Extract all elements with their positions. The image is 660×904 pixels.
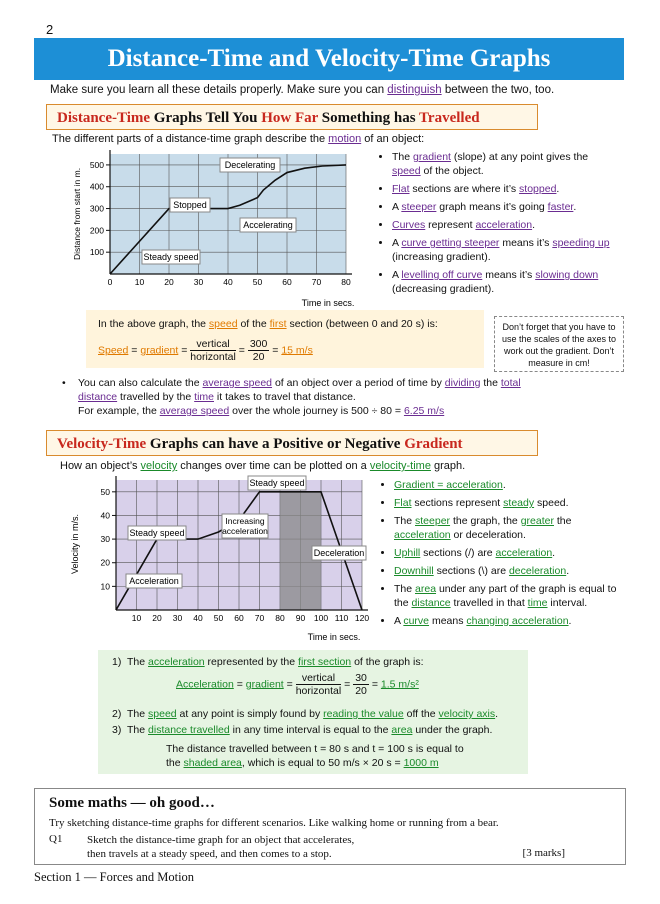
vt-xtick-label: 10 <box>131 613 142 623</box>
question-number: Q1 <box>49 833 63 845</box>
velocity-time-bullets <box>380 478 630 632</box>
acceleration-box <box>98 650 528 774</box>
page-title: Distance-Time and Velocity-Time Graphs <box>34 38 624 80</box>
maths-title: Some maths — oh good… <box>49 795 215 811</box>
svg-text:Steady speed: Steady speed <box>143 252 199 262</box>
list-item: • A steeper graph means it’s going faster. <box>392 200 618 214</box>
vt-xlabel: Time in secs. <box>307 632 361 642</box>
dt-label-decelerating <box>220 158 280 172</box>
vt-xtick-label: 80 <box>275 613 285 623</box>
accel-point-3: 3) The distance travelled in any time interval is equal to the area under the graph. <box>112 724 493 736</box>
list-item: • The gradient (slope) at any point gives the speed of the object. <box>392 150 618 178</box>
vt-xtick-label: 40 <box>193 613 203 623</box>
list-item: • Uphill sections (/) are acceleration. <box>394 546 630 560</box>
dt-ytick-label: 200 <box>89 225 104 236</box>
speed-intro: In the above graph, the speed of the first section (between 0 and 20 s) is: <box>98 318 438 330</box>
vt-ytick-label: 10 <box>100 581 110 592</box>
vt-xtick-label: 20 <box>152 613 162 623</box>
dt-xlabel: Time in secs. <box>301 298 355 308</box>
dt-xtick-label: 70 <box>311 277 322 287</box>
dt-xtick-label: 80 <box>341 277 351 287</box>
accel-shaded-explanation: The distance travelled between t = 80 s and t = 100 s is equal to the shaded area, which is equal to 50 m/s × 20 s = 1000 m <box>166 743 464 769</box>
vt-xtick-label: 50 <box>213 613 224 623</box>
dt-xtick-label: 40 <box>223 277 233 287</box>
list-item: • A levelling off curve means it’s slowing down (decreasing gradient). <box>392 268 618 296</box>
dt-label-stopped <box>170 198 210 212</box>
dt-xtick-label: 30 <box>193 277 204 287</box>
intro-text: Make sure you learn all these details properly. Make sure you can distinguish between the two, too. <box>50 84 555 96</box>
list-item: • Downhill sections (\) are deceleration. <box>394 564 630 578</box>
average-speed-text: • You can also calculate the average speed of an object over a period of time by dividing the total distance travelled by the time it takes to travel that distance. For example, the average speed over the whole journey is 500 ÷ 80 = 6.25 m/s <box>62 377 521 417</box>
maths-line: Try sketching distance-time graphs for different scenarios. Like walking home or running from a bear. <box>49 817 499 829</box>
distance-time-description: The different parts of a distance-time graph describe the motion of an object: <box>52 133 425 145</box>
dt-label-steady <box>142 250 200 264</box>
svg-text:Decelerating: Decelerating <box>224 160 276 170</box>
dt-xtick-label: 60 <box>282 277 292 287</box>
dt-ytick-label: 400 <box>89 181 104 192</box>
vt-label-steady-top <box>248 476 306 490</box>
list-item: • Flat sections are where it’s stopped. <box>392 182 618 196</box>
vt-xtick-label: 120 <box>354 613 370 623</box>
svg-text:Deceleration: Deceleration <box>313 548 365 558</box>
accel-point-2: 2) The speed at any point is simply found by reading the value off the velocity axis. <box>112 708 499 720</box>
speed-equation: Speed = gradient = $\frac{\text{vertical}}{\text{horizontal}}$ = $\frac{300}{20}$ = 15 m/s <box>98 338 313 363</box>
dt-xtick-label: 50 <box>252 277 263 287</box>
vt-label-acceleration <box>126 574 182 588</box>
dt-ytick-label: 500 <box>89 159 104 170</box>
list-item: • A curve getting steeper means it’s speeding up (increasing gradient). <box>392 236 618 264</box>
question-text: Sketch the distance-time graph for an object that accelerates, then travels at a steady speed, and then comes to a stop. <box>87 834 355 860</box>
maths-question-box <box>34 788 626 865</box>
vt-ytick-label: 50 <box>100 486 110 497</box>
velocity-time-graph <box>62 474 372 644</box>
page-number: 2 <box>46 22 54 37</box>
svg-text:acceleration: acceleration <box>222 526 268 536</box>
dt-label-accelerating <box>240 218 296 232</box>
gradient-note: Don’t forget that you have to use the scales of the axes to work out the gradient. Don’t measure in cm! <box>494 316 624 372</box>
list-item: • Curves represent acceleration. <box>392 218 618 232</box>
speed-calculation-box <box>86 310 484 368</box>
dt-xtick-label: 20 <box>164 277 174 287</box>
vt-ytick-label: 20 <box>100 557 110 568</box>
vt-xtick-label: 60 <box>234 613 244 623</box>
vt-label-deceleration <box>312 546 366 560</box>
dt-ytick-label: 300 <box>89 203 104 214</box>
list-item: • Gradient = acceleration. <box>394 478 630 492</box>
velocity-time-heading: Velocity-Time Graphs can have a Positive or Negative Gradient <box>46 430 538 456</box>
velocity-time-description: How an object’s velocity changes over time can be plotted on a velocity-time graph. <box>60 460 466 472</box>
question-marks: [3 marks] <box>522 847 565 859</box>
vt-label-increasing <box>222 514 268 538</box>
dt-xtick-label: 10 <box>134 277 145 287</box>
list-item: • A curve means changing acceleration. <box>394 614 630 628</box>
distance-time-heading: Distance-Time Graphs Tell You How Far Something has Travelled <box>46 104 538 130</box>
svg-text:Steady speed: Steady speed <box>249 478 305 488</box>
svg-text:Accelerating: Accelerating <box>243 220 293 230</box>
svg-text:Stopped: Stopped <box>173 200 207 210</box>
distance-time-bullets <box>378 150 618 300</box>
vt-xtick-label: 70 <box>254 613 265 623</box>
svg-text:Steady speed: Steady speed <box>129 528 185 538</box>
list-item: • The area under any part of the graph is equal to the distance travelled in that time interval. <box>394 582 630 610</box>
vt-ylabel: Velocity in m/s. <box>70 513 80 575</box>
vt-xtick-label: 110 <box>334 613 349 623</box>
dt-xtick-label: 0 <box>107 277 113 287</box>
vt-ytick-label: 40 <box>100 510 110 521</box>
dt-ylabel: Distance from start in m. <box>72 167 82 261</box>
svg-text:Increasing: Increasing <box>225 516 265 526</box>
vt-ytick-label: 30 <box>100 534 110 545</box>
distance-time-graph <box>56 148 356 308</box>
vt-xtick-label: 30 <box>172 613 183 623</box>
accel-point-1: 1) The acceleration represented by the first section of the graph is: <box>112 656 424 668</box>
vt-xtick-label: 100 <box>313 613 329 623</box>
list-item: • The steeper the graph, the greater the acceleration or deceleration. <box>394 514 630 542</box>
section-footer: Section 1 — Forces and Motion <box>34 870 195 884</box>
vt-label-steady <box>128 526 186 540</box>
vt-xtick-label: 90 <box>295 613 306 623</box>
dt-ytick-label: 100 <box>89 247 104 258</box>
list-item: • Flat sections represent steady speed. <box>394 496 630 510</box>
svg-text:Acceleration: Acceleration <box>129 576 179 586</box>
accel-equation: Acceleration = gradient = $\frac{\text{vertical}}{\text{horizontal}}$ = $\frac{30}{20}$ = 1.5 m/s² <box>176 672 419 697</box>
